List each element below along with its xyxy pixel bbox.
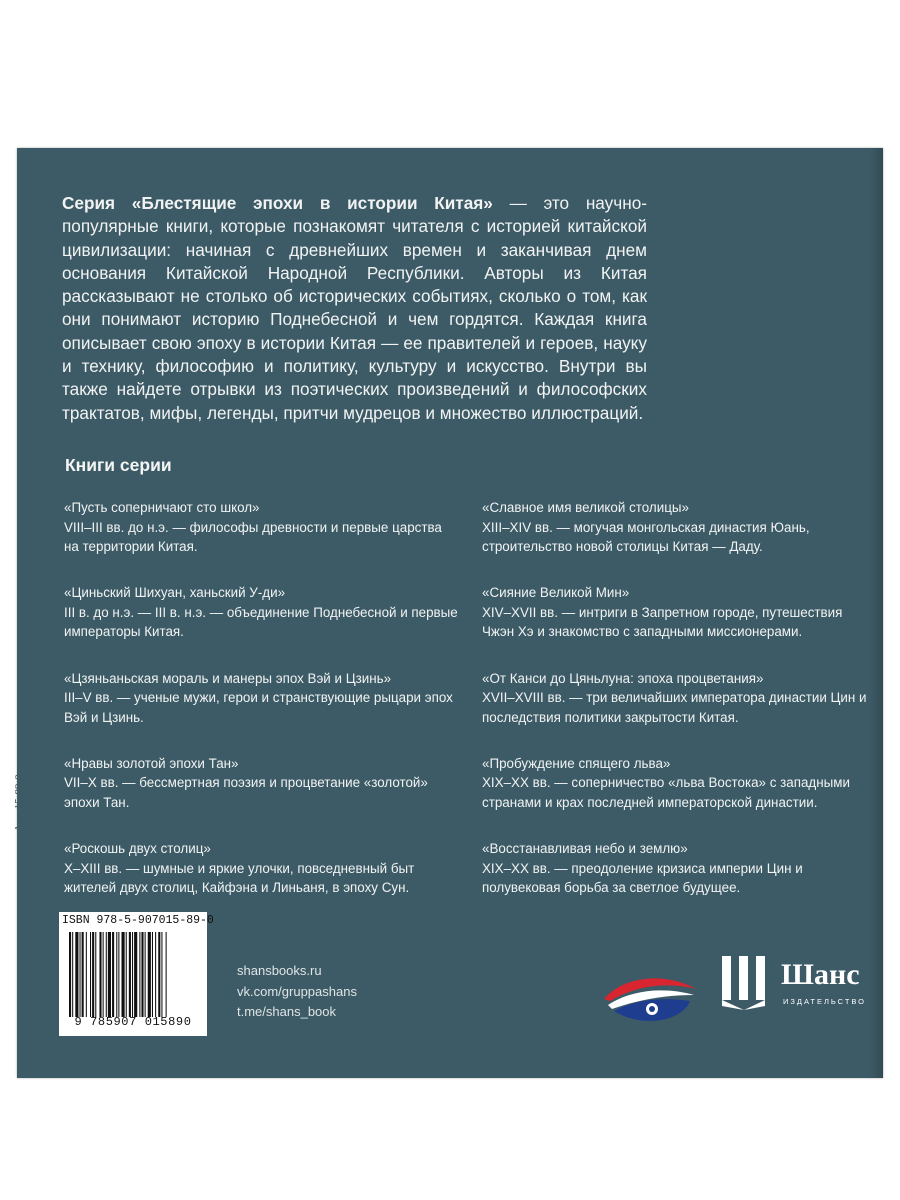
article-number: Арт. 15-89-0 (13, 774, 25, 832)
book-title: «От Канси до Цяньлуна: эпоха процветания» (482, 670, 764, 686)
book-entry (482, 839, 877, 898)
book-title: «Пусть соперничают сто школ» (64, 500, 260, 515)
telegram-link[interactable]: t.me/shans_book (237, 1004, 337, 1019)
book-title: «Славное имя великой столицы» (482, 500, 689, 515)
book-description: XIII–XIV вв. — могучая монгольская династия Юань, строительство новой столицы Китая — Даду. (482, 519, 810, 555)
shans-letter-icon (722, 956, 766, 1010)
book-title: «Роскошь двух столиц» (64, 841, 211, 857)
barcode-bars (69, 932, 201, 1017)
book-entry (482, 669, 877, 728)
book-title: «Восстанавливая небо и землю» (482, 841, 688, 857)
book-title: «Сияние Великой Мин» (482, 585, 630, 601)
book-description: XIV–XVII вв. — интриги в Запретном городе, путешествия Чжэн Хэ и знакомство с западными миссионерами. (482, 604, 843, 640)
website-link[interactable]: shansbooks.ru (237, 963, 322, 978)
series-name: Серия «Блестящие эпохи в истории Китая» (62, 193, 493, 213)
series-description-text: — это научно-популярные книги, которые познакомят читателя с историей китайской цивилизации: начиная с древнейших времен и заканчивая днем основания Китайской Народной Республики. Авторы из Китая рассказывают не столько об исторических событиях, сколько о том, как они понимают историю Поднебесной и чем гордятся. Каждая книга описывает свою эпоху в истории Китая — ее правителей и героев, науку и технику, философию и политику, культуру и искусство. Внутри вы также найдете отрывки из поэтических произведений и философских трактатов, мифы, легенды, притчи мудрецов и множество иллюстраций. (62, 193, 647, 423)
publisher-links (237, 961, 357, 1023)
book-title: «Циньский Шихуан, ханьский У-ди» (64, 585, 286, 601)
book-entry (64, 839, 459, 898)
series-books-heading: Книги серии (65, 455, 172, 475)
book-title: «Пробуждение спящего льва» (482, 755, 671, 771)
publisher-logo (722, 956, 872, 1016)
book-description: VIII–III вв. до н.э. — философы древности и первые царства на территории Китая. (64, 519, 442, 555)
book-title: «Нравы золотой эпохи Тан» (64, 755, 239, 771)
book-title: «Цзяньаньская мораль и манеры эпох Вэй и Цзинь» (64, 670, 392, 686)
barcode-digits: 9 785907 015890 (74, 1015, 192, 1029)
book-entry (64, 498, 459, 557)
book-description: X–XIII вв. — шумные и яркие улочки, повседневный быт жителей двух столиц, Кайфэна и Линьаня, в эпоху Сун. (64, 860, 415, 896)
book-description: III в. до н.э. — III в. н.э. — объединение Поднебесной и первые императоры Китая. (64, 604, 458, 640)
books-list-left (64, 498, 459, 924)
book-description: XIX–XX вв. — преодоление кризиса империи Цин и полувековая борьба за светлое будущее. (482, 860, 803, 896)
publisher-name: Шанс (781, 958, 860, 991)
book-description: III–V вв. — ученые мужи, герои и странствующие рыцари эпох Вэй и Цзинь. (64, 690, 453, 725)
isbn-barcode (59, 912, 214, 1036)
book-entry (482, 583, 877, 642)
books-list-right (482, 498, 877, 924)
book-entry (482, 498, 877, 557)
book-description: XVII–XVIII вв. — три величайших императора династии Цин и последствия политики закрытости Китая. (482, 690, 867, 725)
isbn-text: ISBN 978-5-907015-89-0 (62, 914, 214, 927)
book-entry (482, 754, 877, 813)
book-entry (64, 669, 459, 728)
eye-logo-icon (602, 971, 698, 1023)
book-description: XIX–XX вв. — соперничество «льва Востока» с западными странами и крах последней императорской династии. (482, 775, 850, 811)
vk-link[interactable]: vk.com/gruppashans (237, 983, 357, 999)
publisher-subtitle: ИЗДАТЕЛЬСТВО (783, 997, 867, 1006)
book-description: VII–X вв. — бессмертная поэзия и процветание «золотой» эпохи Тан. (64, 775, 428, 811)
book-entry (64, 583, 459, 642)
book-back-cover (17, 148, 883, 1078)
series-description (62, 192, 647, 425)
book-entry (64, 754, 459, 813)
